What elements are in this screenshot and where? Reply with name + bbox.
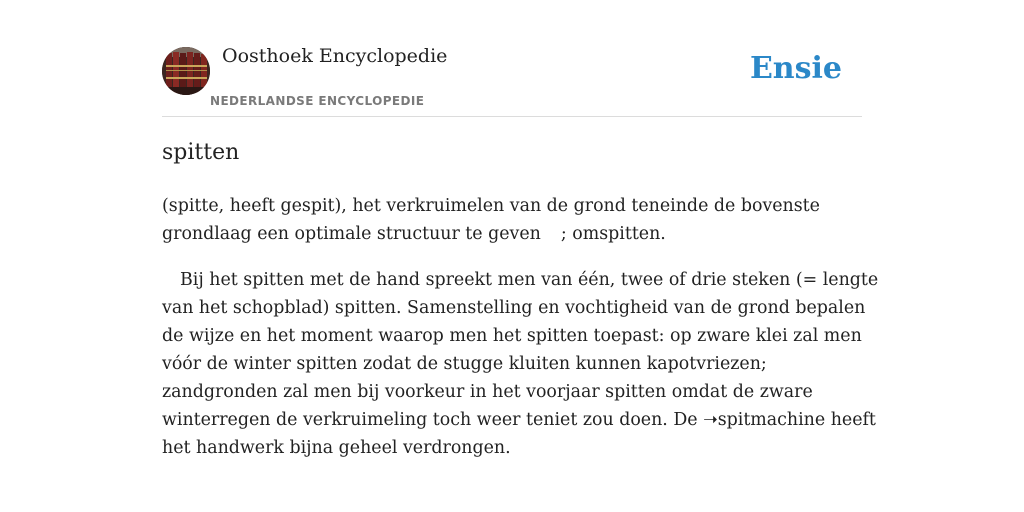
spitmachine-link[interactable] (703, 410, 825, 430)
arrow-right-icon: ➝ (703, 410, 718, 430)
site-header (162, 0, 862, 117)
brand-logo-link[interactable]: Ensie (749, 51, 842, 86)
definition-line: (spitte, heeft gespit), het verkruimelen van de grond teneinde de bovenste (162, 196, 820, 216)
spitmachine-link-label: spitmachine (717, 410, 826, 430)
body-line: van het schopblad) spitten. Samenstelling en vochtigheid van de grond bepalen (162, 298, 866, 318)
site-title[interactable]: Oosthoek Encyclopedie (222, 45, 448, 67)
site-subtitle: NEDERLANDSE ENCYCLOPEDIE (210, 94, 425, 108)
definition-paragraph (162, 192, 862, 248)
body-paragraph (162, 266, 879, 462)
entry-title: spitten (162, 140, 240, 165)
body-line: zandgronden zal men bij voorkeur in het voorjaar spitten omdat de zware (162, 382, 813, 402)
definition-line: ; omspitten. (560, 224, 666, 244)
body-line: vóór de winter spitten zodat de stugge kluiten kunnen kapotvriezen; (162, 354, 767, 374)
encyclopedia-books-icon[interactable] (162, 47, 210, 95)
body-line: winterregen de verkruimeling toch weer teniet zou doen. De (162, 410, 704, 430)
body-line: de wijze en het moment waarop men het spitten toepast: op zware klei zal men (162, 326, 862, 346)
entry-body (162, 192, 879, 462)
definition-line: grondlaag een optimale structuur te geven (162, 224, 541, 244)
body-line: Bij het spitten met de hand spreekt men van één, twee of drie steken (= lengte (180, 270, 879, 290)
body-line: heeft (825, 410, 876, 430)
body-line: het handwerk bijna geheel verdrongen. (162, 438, 511, 458)
